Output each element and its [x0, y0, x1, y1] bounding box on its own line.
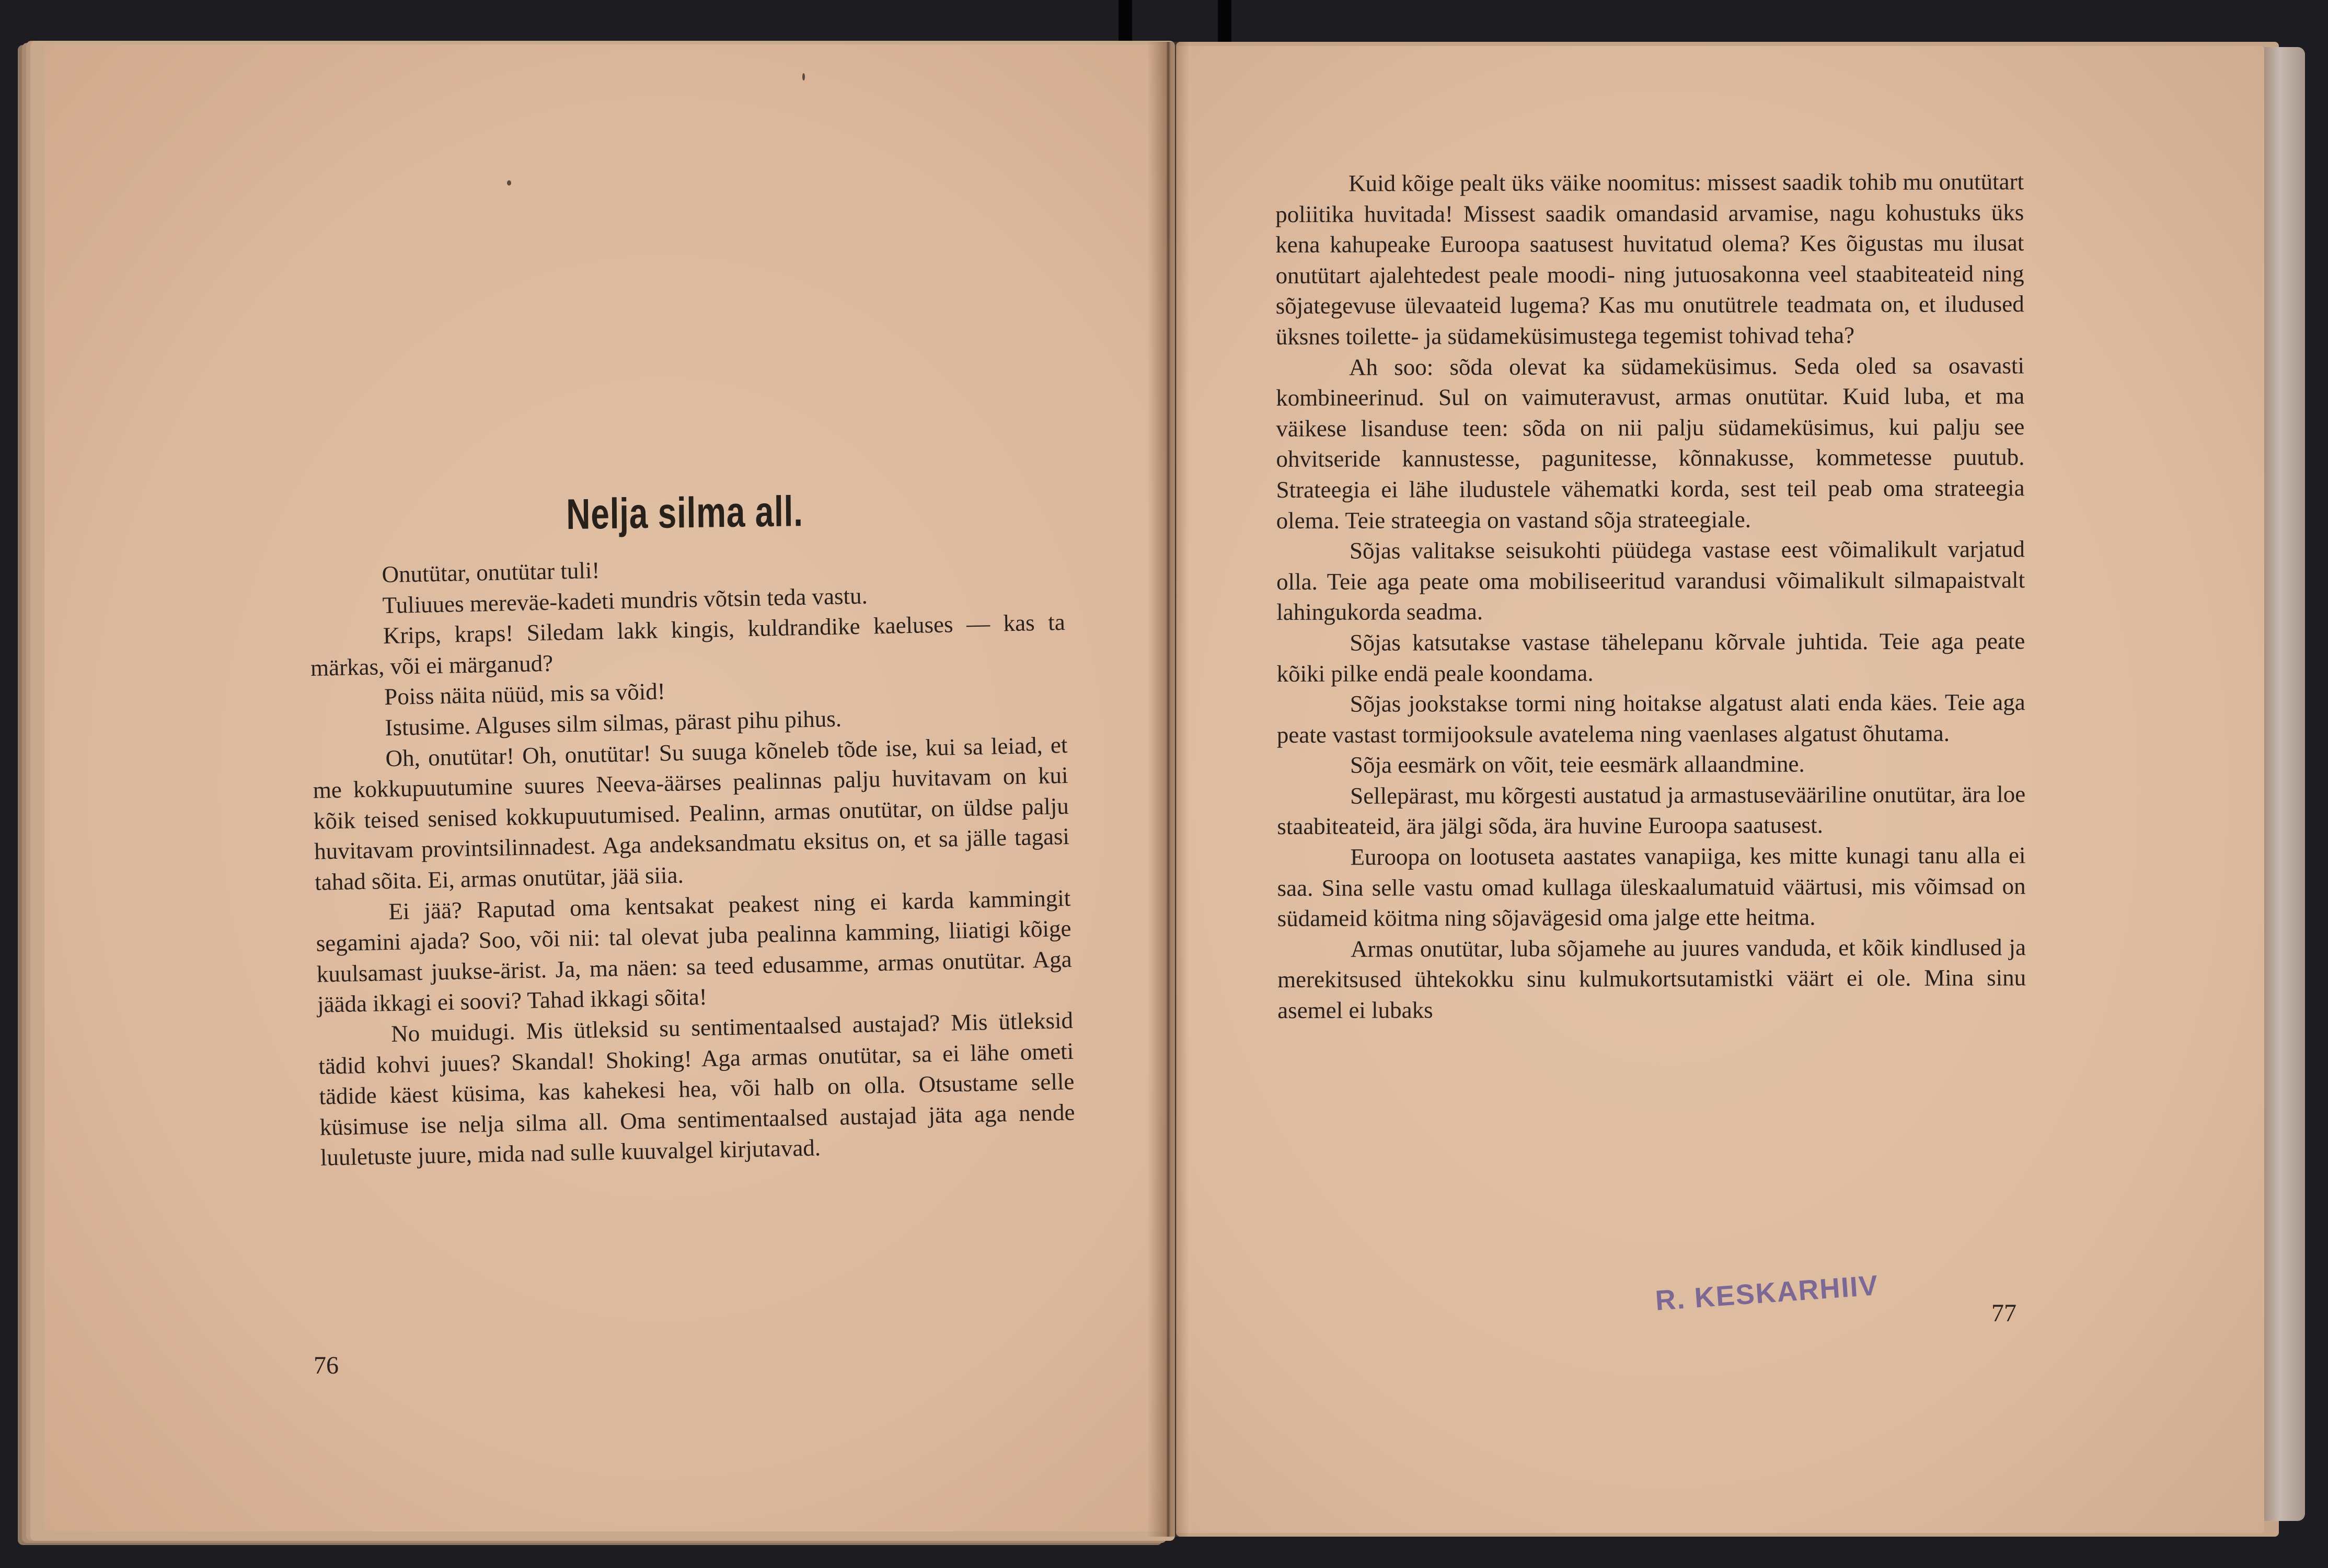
ink-speck	[802, 73, 805, 80]
paragraph: Sõja eesmärk on võit, teie eesmärk allaandmine.	[1350, 751, 1805, 778]
paragraph: Onutütar, onutütar tuli!	[382, 557, 600, 588]
paragraph: Sõjas jookstakse tormi ning hoitakse algatust alati enda käes. Teie aga peate vastast tormijooksule avatelema ning vaenlases algatust õhutama.	[1276, 689, 2025, 748]
binder-clip-right	[1218, 0, 1231, 42]
paragraph: Sellepärast, mu kõrgesti austatud ja armastusevääriline onutütar, ära loe staabiteateid, ära jälgi sõda, ära huvine Euroopa saatusest.	[1277, 781, 2026, 840]
paragraph: Krips, kraps! Siledam lakk kingis, kuldrandike kaeluses — kas ta märkas, või ei märganud?	[310, 609, 1066, 681]
paragraph: Istusime. Alguses silm silmas, pärast pihu pihus.	[384, 705, 842, 741]
paragraph: Sõjas valitakse seisukohti püüdega vastase eest võimalikult varjatud olla. Teie aga peate oma mobiliseeritud varandusi võimalikult silmapaistvalt lahingukorda seadma.	[1276, 536, 2025, 626]
paragraph: Armas onutütar, luba sõjamehe au juures vanduda, et kõik kindlused ja merekitsused ühtekokku sinu kulmukortsutamistki väärt ei ole. Mina sinu asemel ei lubaks	[1277, 934, 2026, 1024]
archive-stamp: R. KESKARHIIV	[1654, 1270, 1880, 1317]
paragraph: Kuid kõige pealt üks väike noomitus: missest saadik tohib mu onutütart poliitika huvitada! Missest saadik omandasid arvamise, nagu kohustuks üks kena kahupeake Euroopa saatusest huvitatud olema? Kes õigustas mu ilusat onutütart ajalehtedest peale moodi- ning jutuosakonna veel staabiteateid ning sõjategevuse ülevaateid lugema? Kas mu onutütrele teadmata on, et iludused üksnes toilette- ja südameküsimustega tegemist tohivad teha?	[1275, 168, 2024, 350]
right-page-text	[1275, 166, 2026, 1025]
ink-speck	[507, 180, 511, 186]
book-edge	[2263, 47, 2305, 1521]
paragraph: Sõjas katsutakse vastase tähelepanu kõrvale juhtida. Teie aga peate kõiki pilke endä peale koondama.	[1276, 628, 2025, 687]
page-number-right: 77	[1991, 1299, 2016, 1327]
chapter-heading: Nelja silma all.	[566, 487, 804, 539]
paragraph: Ei jää? Raputad oma kentsakat peakest ning ei karda kammingit segamini ajada? Soo, või nii: tal olevat juba pealinna kamming, liiatigi kõige kuulsamast juukse-ärist. Ja, ma näen: sa teed edusamme, armas onutütar. Aga jääda ikkagi ei soovi? Tahad ikkagi sõita!	[316, 884, 1073, 1018]
paragraph: Euroopa on lootuseta aastates vanapiiga, kes mitte kunagi tanu alla ei saa. Sina selle vastu omad kullaga üleskaalumatuid väärtusi, mis võimsad on südameid köitma ning sõjavägesid oma jalge ette heitma.	[1277, 842, 2026, 932]
paragraph: Oh, onutütar! Oh, onutütar! Su suuga kõneleb tõde ise, kui sa leiad, et me kokkupuutumine suures Neeva-äärses pealinnas palju huvitavam on kui kõik teised senised kokkupuutumised. Pealinn, armas onutütar, on üldse palju huvitavam provintsilinnadest. Aga andeksandmatu eksitus on, et sa jälle tagasi tahad sõita. Ei, armas onutütar, jää siia.	[313, 731, 1070, 895]
page-number-left: 76	[314, 1352, 339, 1379]
paragraph: Ah soo: sõda olevat ka südameküsimus. Seda oled sa osavasti kombineerinud. Sul on vaimuteravust, armas onutütar. Kuid luba, et ma väikese lisanduse teen: sõda on nii palju südameküsimus, kui palju see ohvitseride kannustesse, pagunitesse, kõnnakusse, kommetesse puutub. Strateegia ei lähe iludustele vähematki korda, sest teil peab oma strateegia olema. Teie strateegia on vastand sõja strateegiale.	[1276, 352, 2025, 534]
binder-clip-left	[1119, 0, 1132, 42]
paragraph: No muidugi. Mis ütleksid su sentimentaalsed austajad? Mis ütleksid tädid kohvi juues? Skandal! Shoking! Aga armas onutütar, sa ei lähe ometi tädide käest küsima, kas kahekesi hea, või halb on olla. Otsustame selle küsimuse ise nelja silma all. Oma sentimentaalsed austajad jäta aga nende luuletuste juure, mida nad sulle kuuvalgel kirjutavad.	[318, 1007, 1075, 1171]
paragraph: Poiss näita nüüd, mis sa võid!	[384, 678, 666, 710]
paragraph: Tuliuues mereväe-kadeti mundris võtsin teda vastu.	[382, 582, 868, 618]
left-page-text	[308, 546, 1076, 1173]
book-gutter	[1147, 42, 1189, 1537]
